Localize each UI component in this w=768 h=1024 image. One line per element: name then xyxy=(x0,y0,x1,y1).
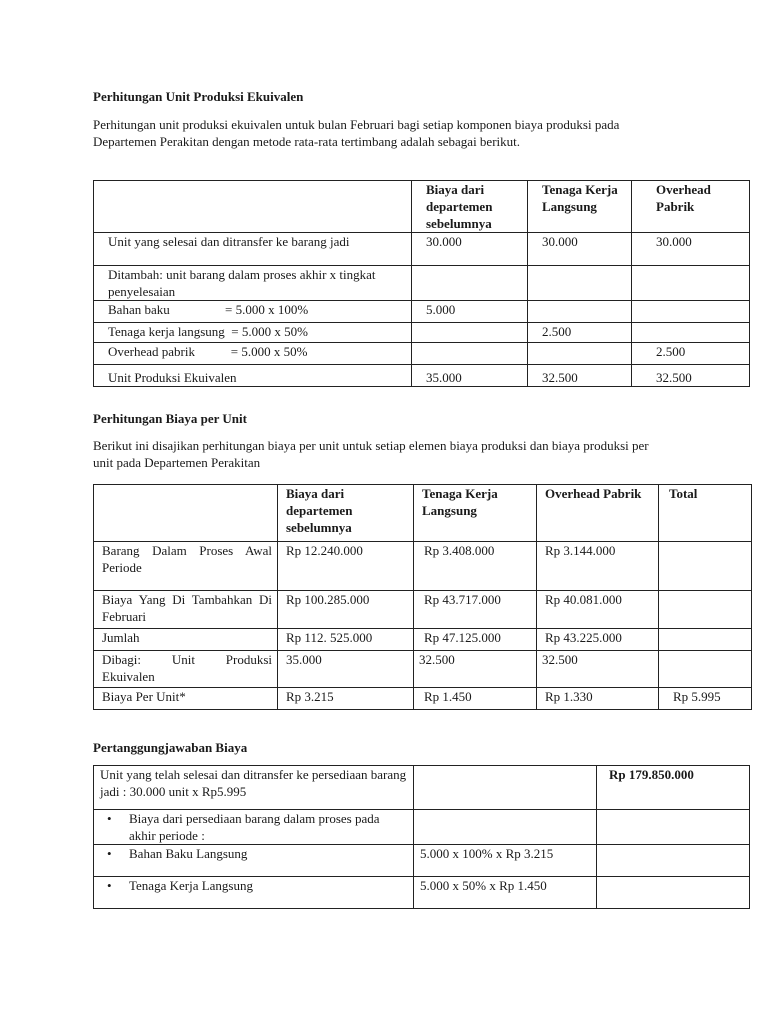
table-cell: Rp 12.240.000 xyxy=(278,542,414,591)
table-row xyxy=(94,343,750,365)
table-cell: 5.000 x 50% x Rp 1.450 xyxy=(414,877,597,909)
table-cell: Rp 3.215 xyxy=(278,688,414,710)
table-cell: Rp 179.850.000 xyxy=(597,766,750,810)
table-header-cell: Biaya dari departemen sebelumnya xyxy=(278,485,414,542)
table-row xyxy=(94,301,750,323)
table-header-cell: Total xyxy=(659,485,752,542)
table-unit-produksi xyxy=(93,180,750,387)
table-cell xyxy=(528,266,632,301)
table-cell: Jumlah xyxy=(94,629,278,651)
table-cell: Tenaga kerja langsung = 5.000 x 50% xyxy=(94,323,412,343)
table-cell xyxy=(659,591,752,629)
table-header-cell: Overhead Pabrik xyxy=(632,181,750,233)
table-cell xyxy=(659,629,752,651)
table-cell: Ditambah: unit barang dalam proses akhir x tingkat penyelesaian xyxy=(94,266,412,301)
bullet-icon: • xyxy=(107,846,112,861)
table-cell: Rp 43.225.000 xyxy=(537,629,659,651)
bullet-icon: • xyxy=(107,811,112,826)
table-cell: Barang Dalam Proses Awal Periode xyxy=(94,542,278,591)
table-cell: 32.500 xyxy=(414,651,537,688)
table-cell: 35.000 xyxy=(412,365,528,387)
table-pertanggungjawaban xyxy=(93,765,750,909)
table-cell xyxy=(597,810,750,845)
section-intro-biaya-per-unit: Berikut ini disajikan perhitungan biaya per unit untuk setiap elemen biaya produksi dan biaya produksi per unit pada Departemen Perakitan xyxy=(93,438,649,470)
section-title-pertanggungjawaban: Pertanggungjawaban Biaya xyxy=(93,740,248,755)
table-cell: Rp 1.330 xyxy=(537,688,659,710)
table-cell: Rp 40.081.000 xyxy=(537,591,659,629)
list-item-label: Biaya dari persediaan barang dalam proses pada akhir periode : xyxy=(129,811,380,843)
table-cell xyxy=(412,323,528,343)
table-header-row xyxy=(94,181,750,233)
table-row xyxy=(94,542,752,591)
table-cell: Rp 47.125.000 xyxy=(414,629,537,651)
table-cell: 5.000 x 100% x Rp 3.215 xyxy=(414,845,597,877)
section-title-unit-produksi: Perhitungan Unit Produksi Ekuivalen xyxy=(93,89,304,104)
table-cell: 30.000 xyxy=(632,233,750,266)
table-cell: Unit Produksi Ekuivalen xyxy=(94,365,412,387)
table-cell: Rp 100.285.000 xyxy=(278,591,414,629)
table-header-cell: Tenaga Kerja Langsung xyxy=(414,485,537,542)
table-cell xyxy=(414,810,597,845)
table-header-cell: Tenaga Kerja Langsung xyxy=(528,181,632,233)
bullet-icon: • xyxy=(107,878,112,893)
table-cell: Rp 112. 525.000 xyxy=(278,629,414,651)
table-cell xyxy=(414,766,597,810)
table-row xyxy=(94,233,750,266)
list-item-label: Bahan Baku Langsung xyxy=(129,846,248,861)
table-cell: Unit yang selesai dan ditransfer ke barang jadi xyxy=(94,233,412,266)
table-cell xyxy=(94,845,414,877)
table-cell xyxy=(632,301,750,323)
table-header-cell xyxy=(94,485,278,542)
section-title-biaya-per-unit: Perhitungan Biaya per Unit xyxy=(93,411,247,426)
table-cell: 30.000 xyxy=(528,233,632,266)
table-cell: Biaya Per Unit* xyxy=(94,688,278,710)
table-cell xyxy=(659,542,752,591)
table-cell: 30.000 xyxy=(412,233,528,266)
table-cell xyxy=(632,323,750,343)
table-row xyxy=(94,877,750,909)
table-cell: Rp 43.717.000 xyxy=(414,591,537,629)
table-cell xyxy=(632,266,750,301)
list-item-label: Tenaga Kerja Langsung xyxy=(129,878,253,893)
table-row xyxy=(94,845,750,877)
table-header-cell xyxy=(94,181,412,233)
table-cell: Rp 3.408.000 xyxy=(414,542,537,591)
table-cell xyxy=(528,301,632,323)
table-cell: 5.000 xyxy=(412,301,528,323)
table-cell: Unit yang telah selesai dan ditransfer ke persediaan barang jadi : 30.000 unit x Rp5.995 xyxy=(94,766,414,810)
table-header-row xyxy=(94,485,752,542)
table-row xyxy=(94,651,752,688)
table-row xyxy=(94,266,750,301)
table-row xyxy=(94,591,752,629)
table-row xyxy=(94,323,750,343)
section-intro-unit-produksi: Perhitungan unit produksi ekuivalen untuk bulan Februari bagi setiap komponen biaya produksi pada Departemen Perakitan dengan metode rata-rata tertimbang adalah sebagai berikut. xyxy=(93,117,620,149)
table-cell: Rp 3.144.000 xyxy=(537,542,659,591)
table-cell: Overhead pabrik = 5.000 x 50% xyxy=(94,343,412,365)
table-cell xyxy=(528,343,632,365)
table-cell xyxy=(94,810,414,845)
table-cell xyxy=(94,877,414,909)
table-cell: Biaya Yang Di Tambahkan Di Februari xyxy=(94,591,278,629)
table-cell: 2.500 xyxy=(528,323,632,343)
table-header-cell: Overhead Pabrik xyxy=(537,485,659,542)
table-row xyxy=(94,629,752,651)
table-cell: Rp 5.995 xyxy=(659,688,752,710)
table-cell: 32.500 xyxy=(528,365,632,387)
table-cell: 32.500 xyxy=(632,365,750,387)
table-cell: Dibagi: Unit Produksi Ekuivalen xyxy=(94,651,278,688)
table-cell: Bahan baku = 5.000 x 100% xyxy=(94,301,412,323)
table-cell: 32.500 xyxy=(537,651,659,688)
table-header-cell: Biaya dari departemen sebelumnya xyxy=(412,181,528,233)
table-cell: Rp 1.450 xyxy=(414,688,537,710)
table-cell xyxy=(597,845,750,877)
table-cell xyxy=(412,343,528,365)
table-row xyxy=(94,766,750,810)
table-cell xyxy=(597,877,750,909)
table-cell xyxy=(412,266,528,301)
table-cell: 35.000 xyxy=(278,651,414,688)
table-cell: 2.500 xyxy=(632,343,750,365)
table-row xyxy=(94,688,752,710)
table-row xyxy=(94,365,750,387)
table-row xyxy=(94,810,750,845)
table-biaya-per-unit xyxy=(93,484,752,710)
table-cell xyxy=(659,651,752,688)
